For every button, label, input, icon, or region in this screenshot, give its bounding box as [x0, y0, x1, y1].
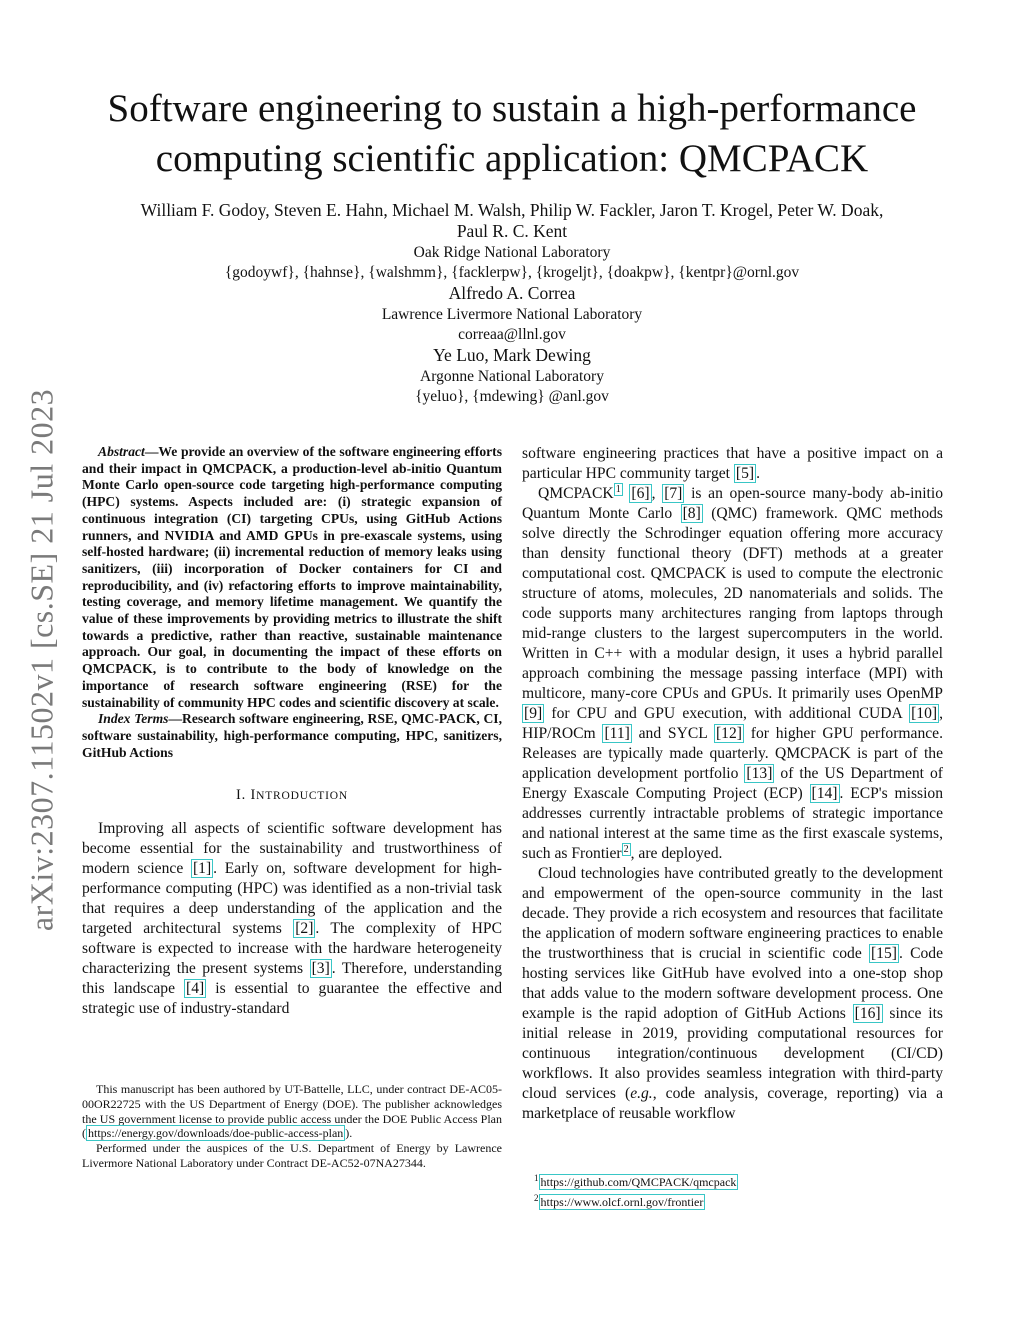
arxiv-identifier: arXiv:2307.11502v1 [cs.SE] 21 Jul 2023 [23, 388, 60, 932]
abstract [82, 444, 502, 711]
cloud-paragraph: Cloud technologies have contributed greatly to the development and empowerment of the open-source community in the last decade. They provide a rich ecosystem and resources that facilitate the application of modern software engineering practices to enable the trustworthiness that is crucial in scientific code [15] . Code hosting services like GitHub have evolved into a one-stop shop that adds value to the modern software development process. One example is the rapid adoption of GitHub Actions [16] since its initial release in 2019, providing computational resources for continuous integration/continuous development (CI/CD) workflows. It also provides seamless integration with third-party cloud services (e.g., code analysis, coverage, reporting) via a marketplace of reusable workflow [522, 865, 944, 1122]
section-heading-introduction: I. INTRODUCTION [236, 787, 348, 804]
citation-link[interactable]: [16] [854, 1005, 881, 1022]
right-column [522, 444, 943, 1124]
qmcpack-paragraph: QMCPACK $^1$ [6] , [7] is an open-source many-body ab-initio Quantum Monte Carlo [8] (QMC) framework. QMC methods solve directly the Schrodinger equation offering more accuracy than density functional theory (DFT) methods at a greater computational cost. QMCPACK is used to compute the electronic structure of atoms, molecules, 2D nanomaterials and solids. The code supports many architectures ranging from laptops through mid-range clusters to the largest supercomputers in the world. Written in C++ with a modular design, it uses a hybrid parallel approach combining the message passing interface (MPI) with multicore, many-core CPUs and GPUs. It primarily uses OpenMP [9] for CPU and GPU execution, with additional CUDA [10] , HIP/ROCm [11] and SYCL [12] for higher GPU performance. Releases are typically made quarterly. QMCPACK is part of the application development portfolio [13] of the US Department of Energy Exascale Computing Project (ECP) [14] . ECP's mission addresses currently intractable problems of strategic importance and national interest at the same time as the first exascale systems, such as Frontier $^2$ , are deployed. [522, 483, 944, 862]
qmcpack-github-link[interactable]: https://github.com/QMCPACK/qmcpack [540, 1175, 737, 1189]
doe-notice: This manuscript has been authored by UT-Battelle, LLC, under contract DE-AC05-00OR22725 with the US Department of Energy (DOE). The publisher acknowledges the US government license to provide public access under the DOE Public Access Plan ( https://energy.gov/downloads/doe-public-access-plan ). [82, 1082, 502, 1141]
frontier-link[interactable]: https://www.olcf.ornl.gov/frontier [540, 1195, 704, 1209]
url-footnotes [534, 1170, 934, 1210]
citation-link[interactable]: [2] [295, 920, 314, 938]
citation-link[interactable]: [8] [682, 505, 701, 522]
citation-link[interactable]: [4] [186, 980, 205, 998]
emails-ornl: {godoywf}, {hahnse}, {walshmm}, {facklerpw}, {krogeljt}, {doakpw}, {kentpr}@ornl.gov [224, 264, 800, 281]
doe-access-plan-link[interactable]: https://energy.gov/downloads/doe-public-access-plan [88, 1126, 344, 1141]
citation-link[interactable]: [7] [664, 485, 683, 502]
authors-anl: Ye Luo, Mark Dewing [433, 345, 591, 365]
footnote-marker[interactable]: 1 [615, 483, 621, 495]
citation-link[interactable]: [12] [715, 725, 742, 742]
author-correa: Alfredo A. Correa [448, 283, 576, 303]
affiliation-ornl: Oak Ridge National Laboratory [413, 244, 611, 261]
abstract-text: —We provide an overview of the software engineering efforts and their impact in QMCPACK, a production-level ab-initio Quantum Monte Carlo open-source code targeting high-performance computing (HPC) systems. Aspects included are: (i) strategic expansion of continuous integration (CI) targeting CPUs, using GitHub Actions runners, and NVIDIA and AMD GPUs in pre-exascale systems, using self-hosted hardware; (ii) incremental reduction of memory leaks using sanitizers, (iii) incorporation of Docker containers for CI and reproducibility, and (iv) refactoring efforts to improve maintainability, testing coverage, and memory lifetime management. We quantify the value of these improvements by providing metrics to illustrate the shift towards a predictive, rather than reactive, sustainable maintenance approach. Our goal, in documenting the impact of these efforts on QMCPACK, is to contribute to the body of knowledge on the importance of research software engineering (RSE) for the sustainability of community HPC codes and scientific discovery at scale. [82, 444, 502, 710]
footnote-1: $^1$ https://github.com/QMCPACK/qmcpack [534, 1173, 737, 1189]
author-names-line-2: Paul R. C. Kent [456, 221, 568, 241]
citation-link[interactable]: [3] [311, 960, 330, 978]
footnote-marker[interactable]: 2 [623, 843, 629, 855]
citation-link[interactable]: [13] [746, 765, 773, 782]
citation-link[interactable]: [6] [631, 485, 650, 502]
llnl-notice: Performed under the auspices of the U.S. Department of Energy by Lawrence Livermore National Laboratory under Contract DE-AC52-07NA27344. [82, 1141, 502, 1170]
citation-link[interactable]: [15] [870, 945, 897, 962]
affiliation-anl: Argonne National Laboratory [420, 368, 604, 385]
intro-paragraph: Improving all aspects of scientific software development has become essential for the sustainability and trustworthiness of modern science [1] . Early on, software development for high-performance computing (HPC) was identified as a non-trivial task that requires a deep understanding of the application and the targeted architectural systems [2] . The complexity of HPC software is expected to increase with the hardware heterogeneity characterizing the present systems [3] . Therefore, understanding this landscape [4] is essential to guarantee the effective and strategic use of industry-standard [82, 820, 503, 1018]
index-terms [82, 711, 502, 761]
citation-link[interactable]: [1] [192, 860, 212, 878]
left-column [82, 444, 502, 1019]
citation-link[interactable]: [14] [811, 785, 838, 802]
manuscript-footnote [82, 1082, 502, 1171]
continued-paragraph: software engineering practices that have a positive impact on a particular HPC community target [5] . [522, 445, 943, 482]
footnote-2: $^2$ https://www.olcf.ornl.gov/frontier [534, 1193, 704, 1209]
paper-title: Software engineering to sustain a high-performance computing scientific application: QMCPACK [107, 87, 917, 180]
emails-anl: {yeluo}, {mdewing} @anl.gov [415, 388, 609, 405]
affiliation-llnl: Lawrence Livermore National Laboratory [381, 306, 643, 323]
citation-link[interactable]: [5] [735, 465, 755, 482]
author-block [90, 200, 934, 407]
abstract-label: Abstract [98, 444, 145, 459]
citation-link[interactable]: [10] [911, 705, 938, 722]
author-names-line-1: William F. Godoy, Steven E. Hahn, Michael M. Walsh, Philip W. Fackler, Jaron T. Krogel, Peter W. Doak, [140, 200, 884, 220]
citation-link[interactable]: [11] [604, 725, 630, 742]
citation-link[interactable]: [9] [524, 705, 543, 722]
email-llnl: correaa@llnl.gov [458, 326, 566, 343]
index-terms-label: Index Terms [98, 711, 169, 727]
index-terms-text: —Research software engineering, RSE, QMC-PACK, CI, software sustainability, high-performance computing, HPC, sanitizers, GitHub Actions [82, 711, 502, 760]
